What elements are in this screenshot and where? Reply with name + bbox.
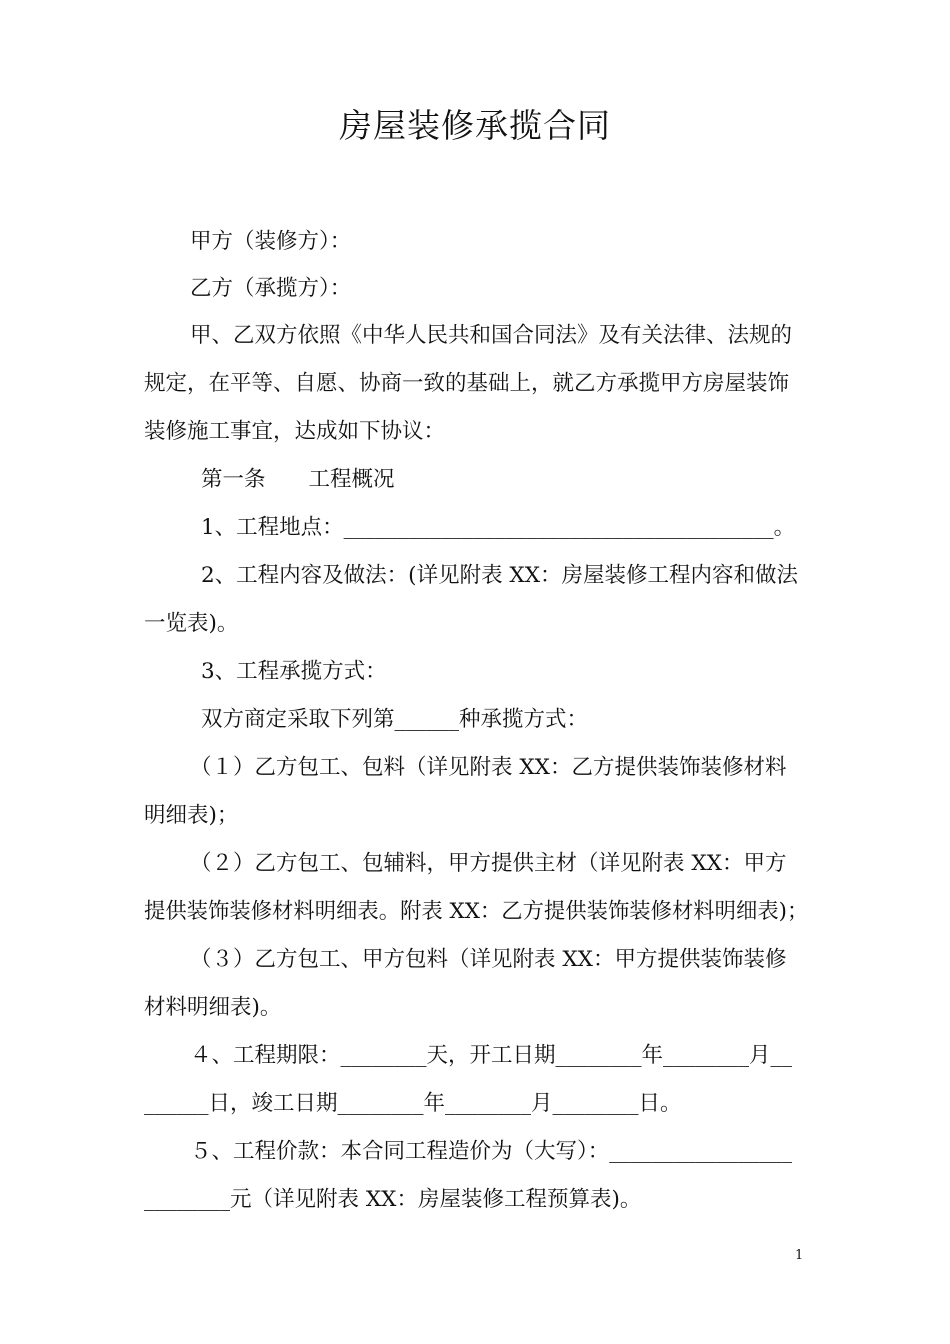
clause-5-price-line-1: ５、工程价款：本合同工程造价为（大写）：_________________ bbox=[190, 1139, 793, 1164]
party-b-line: 乙方（承揽方）： bbox=[190, 276, 352, 301]
option-3-line-1: （３）乙方包工、甲方包料（详见附表 XX：甲方提供装饰装修 bbox=[190, 947, 787, 972]
preamble-line-3: 装修施工事宜，达成如下协议： bbox=[144, 419, 446, 444]
party-a-line: 甲方（装修方）： bbox=[190, 229, 352, 254]
preamble-line-2: 规定，在平等、自愿、协商一致的基础上，就乙方承揽甲方房屋装饰 bbox=[144, 371, 790, 396]
option-3-line-2: 材料明细表)。 bbox=[144, 995, 282, 1020]
option-1-line-1: （１）乙方包工、包料（详见附表 XX：乙方提供装饰装修材料 bbox=[190, 755, 787, 780]
clause-2-content-line-1: 2、工程内容及做法：(详见附表 XX：房屋装修工程内容和做法 bbox=[201, 563, 799, 588]
clause-5-price-line-2: ________元（详见附表 XX：房屋装修工程预算表)。 bbox=[144, 1187, 642, 1212]
document-title: 房屋装修承揽合同 bbox=[339, 106, 611, 145]
clause-4-period-line-1: ４、工程期限：________天，开工日期________年________月__ bbox=[190, 1043, 793, 1068]
clause-1-location: 1、工程地点：________________________________________。 bbox=[201, 515, 796, 540]
option-2-line-1: （２）乙方包工、包辅料，甲方提供主材（详见附表 XX：甲方 bbox=[190, 851, 787, 876]
clause-3-selection-line: 双方商定采取下列第______种承揽方式： bbox=[201, 707, 589, 732]
article-1-heading: 第一条 工程概况 bbox=[201, 467, 395, 492]
option-2-line-2: 提供装饰装修材料明细表。附表 XX：乙方提供装饰装修材料明细表)； bbox=[144, 899, 809, 924]
preamble-line-1: 甲、乙双方依照《中华人民共和国合同法》及有关法律、法规的 bbox=[190, 323, 793, 348]
clause-3-contracting-method: 3、工程承揽方式： bbox=[201, 659, 387, 684]
clause-2-content-line-2: 一览表)。 bbox=[144, 611, 239, 636]
option-1-line-2: 明细表)； bbox=[144, 803, 239, 828]
page-number: 1 bbox=[795, 1248, 804, 1263]
clause-4-period-line-2: ______日，竣工日期________年________月________日。 bbox=[144, 1091, 682, 1116]
